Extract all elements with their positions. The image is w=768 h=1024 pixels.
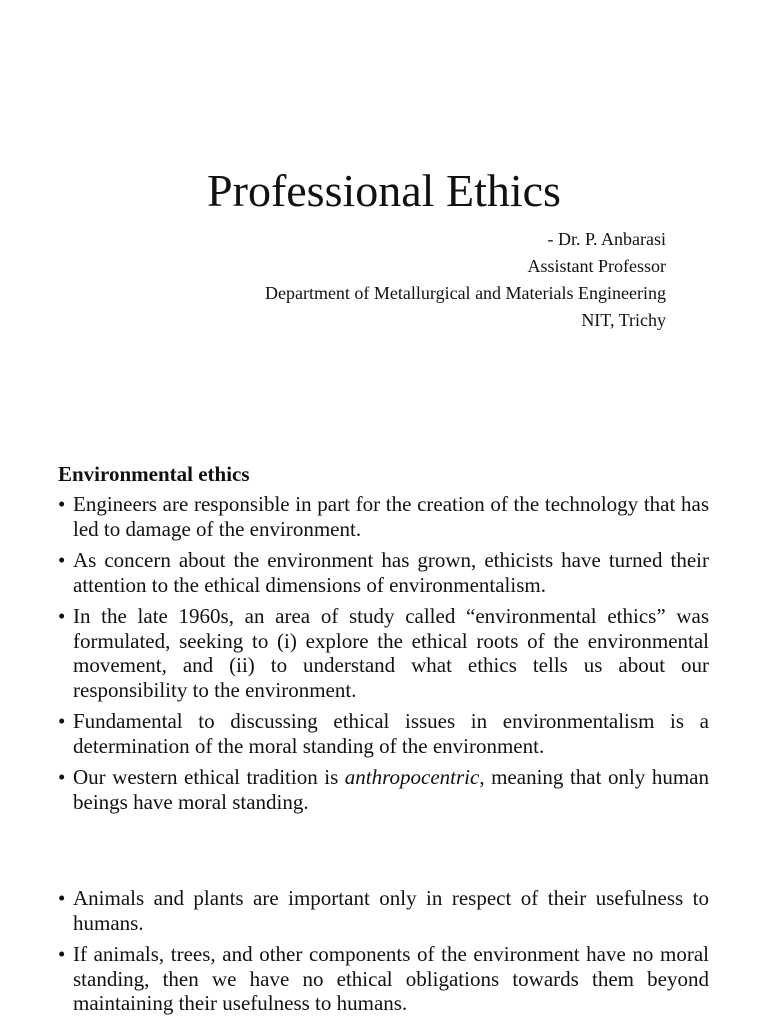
bullet-icon: • (58, 886, 66, 910)
author-institution: NIT, Trichy (581, 310, 666, 330)
bullet-icon: • (58, 548, 66, 572)
bullet-item (58, 604, 709, 702)
bullet-list (58, 492, 709, 821)
bullet-text-before: Our western ethical tradition is (73, 765, 345, 789)
author-block (265, 226, 666, 334)
bullet-icon: • (58, 765, 66, 789)
bullet-item (58, 492, 709, 541)
bullet-text: Engineers are responsible in part for the creation of the technology that has led to damage of the environment. (73, 492, 709, 541)
bullet-text: As concern about the environment has grown, ethicists have turned their attention to the ethical dimensions of environmentalism. (73, 548, 709, 597)
bullet-text-emphasis: anthropocentric (344, 765, 480, 789)
bullet-text (73, 765, 709, 814)
bullet-text: In the late 1960s, an area of study called “environmental ethics” was formulated, seeking to (i) explore the ethical roots of the environmental movement, and (ii) to understand what ethics tells us about our responsibility to the environment. (73, 604, 709, 702)
bullet-list-continued (58, 886, 709, 1023)
bullet-icon: • (58, 492, 66, 516)
bullet-text-after: , meaning that only human beings have moral standing. (73, 765, 709, 814)
author-name: - Dr. P. Anbarasi (547, 229, 666, 249)
section-heading: Environmental ethics (58, 462, 250, 486)
bullet-icon: • (58, 604, 66, 628)
bullet-item (58, 942, 709, 1016)
bullet-item (58, 548, 709, 597)
bullet-text: If animals, trees, and other components of the environment have no moral standing, then we have no ethical obligations towards them beyond maintaining their usefulness to humans. (73, 942, 709, 1015)
bullet-item (58, 765, 709, 814)
bullet-icon: • (58, 942, 66, 966)
page-title: Professional Ethics (207, 165, 561, 216)
bullet-text: Fundamental to discussing ethical issues in environmentalism is a determination of the moral standing of the environment. (73, 709, 709, 758)
bullet-icon: • (58, 709, 66, 733)
bullet-text: Animals and plants are important only in respect of their usefulness to humans. (73, 886, 709, 935)
author-department: Department of Metallurgical and Materials Engineering (264, 283, 666, 303)
author-role: Assistant Professor (527, 256, 666, 276)
bullet-item (58, 886, 709, 935)
bullet-item (58, 709, 709, 758)
